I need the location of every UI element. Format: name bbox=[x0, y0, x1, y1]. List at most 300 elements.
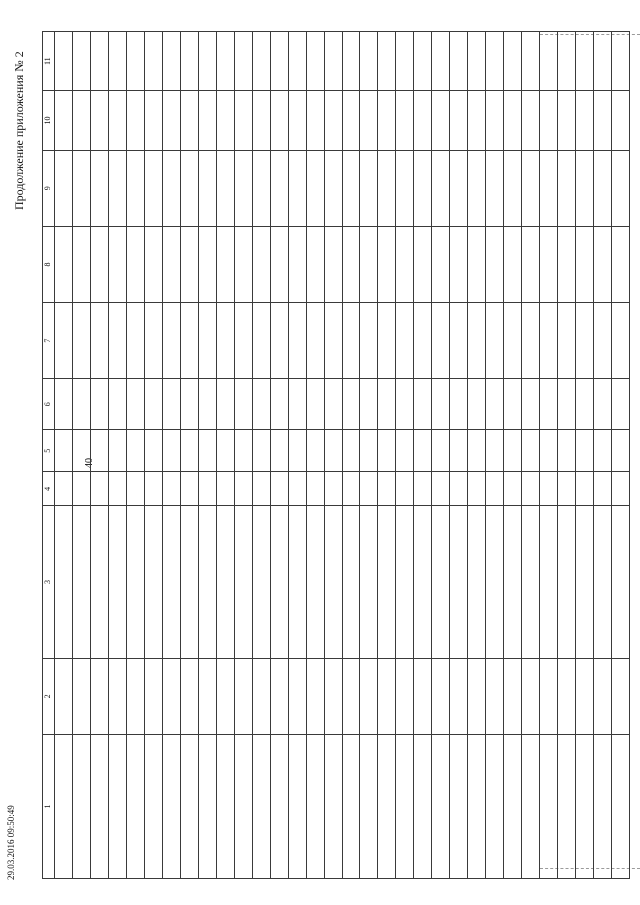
table-cell bbox=[108, 303, 126, 379]
table-cell bbox=[468, 91, 486, 150]
table-cell bbox=[594, 472, 612, 506]
table-row bbox=[270, 32, 288, 879]
table-cell bbox=[396, 150, 414, 226]
table-cell bbox=[72, 735, 90, 879]
table-cell bbox=[612, 379, 630, 430]
table-cell bbox=[126, 735, 144, 879]
table-cell bbox=[414, 303, 432, 379]
table-cell bbox=[486, 32, 504, 91]
column-number: 5 bbox=[43, 430, 55, 472]
table-cell bbox=[432, 472, 450, 506]
table-cell bbox=[504, 472, 522, 506]
table-cell bbox=[126, 303, 144, 379]
table-cell bbox=[576, 472, 594, 506]
table-cell bbox=[216, 150, 234, 226]
table-cell bbox=[468, 226, 486, 302]
column-number: 3 bbox=[43, 506, 55, 658]
table-cell bbox=[378, 226, 396, 302]
table-cell bbox=[450, 150, 468, 226]
table-cell bbox=[252, 379, 270, 430]
table-cell bbox=[360, 32, 378, 91]
table-cell bbox=[540, 303, 558, 379]
table-cell bbox=[72, 506, 90, 658]
table-cell bbox=[108, 506, 126, 658]
table-cell bbox=[450, 430, 468, 472]
table-cell bbox=[594, 379, 612, 430]
table-cell bbox=[90, 472, 108, 506]
table-cell bbox=[504, 430, 522, 472]
table-cell bbox=[162, 226, 180, 302]
table-cell bbox=[126, 32, 144, 91]
table-row bbox=[55, 32, 73, 879]
table-row bbox=[594, 32, 612, 879]
table-cell bbox=[522, 735, 540, 879]
table-cell bbox=[90, 735, 108, 879]
table-cell bbox=[306, 506, 324, 658]
table-cell bbox=[396, 472, 414, 506]
table-cell bbox=[90, 226, 108, 302]
table-cell bbox=[126, 658, 144, 734]
table-cell bbox=[504, 32, 522, 91]
table-cell bbox=[432, 506, 450, 658]
table-cell bbox=[126, 150, 144, 226]
table-cell bbox=[432, 303, 450, 379]
table-cell bbox=[144, 150, 162, 226]
table-cell bbox=[270, 658, 288, 734]
table-row bbox=[558, 32, 576, 879]
table-cell bbox=[234, 658, 252, 734]
table-cell bbox=[540, 735, 558, 879]
table-cell bbox=[360, 91, 378, 150]
table-cell bbox=[55, 150, 73, 226]
table-cell bbox=[270, 32, 288, 91]
table-cell bbox=[252, 226, 270, 302]
table-cell bbox=[324, 150, 342, 226]
table-cell bbox=[324, 506, 342, 658]
table-cell bbox=[144, 735, 162, 879]
table-cell bbox=[558, 506, 576, 658]
table-cell bbox=[432, 32, 450, 91]
table-cell bbox=[360, 506, 378, 658]
table-row bbox=[216, 32, 234, 879]
table-cell bbox=[558, 303, 576, 379]
table-cell bbox=[522, 91, 540, 150]
table-cell bbox=[90, 303, 108, 379]
table-cell bbox=[522, 430, 540, 472]
table-cell bbox=[162, 379, 180, 430]
table-cell bbox=[540, 150, 558, 226]
table-cell bbox=[486, 430, 504, 472]
table-cell bbox=[450, 735, 468, 879]
table-cell bbox=[342, 430, 360, 472]
table-cell bbox=[540, 91, 558, 150]
table-cell bbox=[378, 303, 396, 379]
table-row bbox=[378, 32, 396, 879]
table-cell bbox=[90, 658, 108, 734]
table-cell bbox=[144, 303, 162, 379]
table-cell bbox=[378, 430, 396, 472]
table-cell bbox=[396, 658, 414, 734]
table-row bbox=[126, 32, 144, 879]
table-cell bbox=[144, 91, 162, 150]
table-cell bbox=[342, 150, 360, 226]
table-cell bbox=[594, 506, 612, 658]
table-row bbox=[450, 32, 468, 879]
table-cell bbox=[558, 32, 576, 91]
table-cell bbox=[576, 506, 594, 658]
table-cell bbox=[162, 91, 180, 150]
table-cell bbox=[378, 91, 396, 150]
table-cell bbox=[198, 303, 216, 379]
column-number: 8 bbox=[43, 226, 55, 302]
table-cell bbox=[342, 91, 360, 150]
table-cell bbox=[234, 430, 252, 472]
table-cell bbox=[144, 32, 162, 91]
table-cell bbox=[486, 379, 504, 430]
table-cell bbox=[144, 506, 162, 658]
table-cell bbox=[576, 658, 594, 734]
table-cell bbox=[504, 735, 522, 879]
table-cell bbox=[468, 472, 486, 506]
table-cell bbox=[216, 379, 234, 430]
table-cell bbox=[594, 735, 612, 879]
table-row bbox=[72, 32, 90, 879]
table-cell bbox=[450, 226, 468, 302]
table-cell bbox=[126, 226, 144, 302]
table-cell bbox=[216, 91, 234, 150]
table-cell bbox=[198, 32, 216, 91]
table-cell bbox=[324, 303, 342, 379]
table-cell bbox=[378, 506, 396, 658]
table-cell bbox=[450, 506, 468, 658]
table-cell bbox=[360, 303, 378, 379]
table-cell bbox=[180, 32, 198, 91]
column-number: 9 bbox=[43, 150, 55, 226]
table-cell bbox=[288, 658, 306, 734]
table-cell bbox=[234, 735, 252, 879]
table-cell bbox=[486, 658, 504, 734]
table-cell bbox=[432, 379, 450, 430]
table-cell bbox=[432, 91, 450, 150]
table-cell bbox=[270, 150, 288, 226]
table-cell bbox=[594, 430, 612, 472]
table-row bbox=[522, 32, 540, 879]
appendix-heading: Продолжение приложения № 2 bbox=[12, 51, 26, 210]
table-cell bbox=[288, 32, 306, 91]
table-cell bbox=[594, 91, 612, 150]
table-cell bbox=[72, 150, 90, 226]
table-cell bbox=[378, 150, 396, 226]
table-cell bbox=[360, 472, 378, 506]
table-row bbox=[108, 32, 126, 879]
table-cell bbox=[108, 735, 126, 879]
table-cell bbox=[612, 735, 630, 879]
table-cell bbox=[342, 32, 360, 91]
table-cell bbox=[324, 658, 342, 734]
table-cell bbox=[234, 226, 252, 302]
table-cell bbox=[72, 303, 90, 379]
table-row bbox=[180, 32, 198, 879]
table-cell bbox=[342, 226, 360, 302]
table-cell bbox=[468, 735, 486, 879]
table-cell bbox=[468, 430, 486, 472]
table-cell bbox=[198, 735, 216, 879]
table-cell bbox=[324, 32, 342, 91]
table-row bbox=[504, 32, 522, 879]
table-cell bbox=[504, 226, 522, 302]
table-cell bbox=[558, 150, 576, 226]
table-cell bbox=[504, 91, 522, 150]
table-cell bbox=[612, 658, 630, 734]
table-cell bbox=[558, 379, 576, 430]
table-cell bbox=[576, 735, 594, 879]
table-row bbox=[234, 32, 252, 879]
table-row bbox=[252, 32, 270, 879]
table-cell bbox=[198, 91, 216, 150]
table-cell bbox=[234, 472, 252, 506]
table-cell bbox=[288, 379, 306, 430]
column-number: 2 bbox=[43, 658, 55, 734]
table-cell bbox=[162, 430, 180, 472]
table-cell bbox=[55, 658, 73, 734]
table-cell bbox=[144, 226, 162, 302]
table-cell bbox=[288, 506, 306, 658]
table-cell bbox=[612, 91, 630, 150]
table-cell bbox=[306, 430, 324, 472]
table-cell bbox=[216, 303, 234, 379]
table-cell bbox=[288, 91, 306, 150]
table-cell bbox=[432, 226, 450, 302]
table-cell bbox=[540, 430, 558, 472]
table-cell bbox=[144, 658, 162, 734]
table-row bbox=[396, 32, 414, 879]
table-cell bbox=[270, 430, 288, 472]
table-cell bbox=[90, 32, 108, 91]
table-cell bbox=[450, 303, 468, 379]
table-row bbox=[612, 32, 630, 879]
table-cell bbox=[108, 658, 126, 734]
table-cell bbox=[252, 91, 270, 150]
table-cell bbox=[108, 430, 126, 472]
table-cell bbox=[234, 91, 252, 150]
table-cell bbox=[306, 91, 324, 150]
table-cell bbox=[198, 506, 216, 658]
table-cell bbox=[252, 303, 270, 379]
table-cell bbox=[360, 735, 378, 879]
table-cell bbox=[450, 91, 468, 150]
table-cell bbox=[180, 506, 198, 658]
table-cell bbox=[540, 506, 558, 658]
table-cell bbox=[234, 303, 252, 379]
table-cell bbox=[162, 150, 180, 226]
table-cell bbox=[324, 91, 342, 150]
table-cell bbox=[162, 658, 180, 734]
table-cell bbox=[414, 472, 432, 506]
table-cell bbox=[108, 32, 126, 91]
table-cell bbox=[486, 506, 504, 658]
table-cell bbox=[108, 91, 126, 150]
table-cell bbox=[396, 506, 414, 658]
table-cell bbox=[414, 226, 432, 302]
table-cell bbox=[72, 226, 90, 302]
table-cell bbox=[126, 379, 144, 430]
table-cell bbox=[288, 226, 306, 302]
table-cell bbox=[108, 226, 126, 302]
table-row bbox=[90, 32, 108, 879]
table-cell bbox=[378, 735, 396, 879]
table-cell bbox=[450, 32, 468, 91]
table-cell bbox=[144, 472, 162, 506]
table-cell bbox=[324, 735, 342, 879]
table-cell bbox=[342, 303, 360, 379]
table-row bbox=[162, 32, 180, 879]
table-cell bbox=[378, 472, 396, 506]
data-table bbox=[42, 31, 630, 879]
table-cell bbox=[55, 91, 73, 150]
table-cell bbox=[198, 379, 216, 430]
table-row bbox=[486, 32, 504, 879]
table-cell bbox=[414, 658, 432, 734]
table-cell bbox=[396, 91, 414, 150]
table-cell bbox=[558, 91, 576, 150]
table-cell bbox=[72, 658, 90, 734]
table-cell bbox=[55, 735, 73, 879]
table-cell bbox=[504, 658, 522, 734]
table-cell bbox=[468, 32, 486, 91]
table-cell bbox=[252, 735, 270, 879]
table-cell bbox=[558, 658, 576, 734]
table-cell bbox=[612, 506, 630, 658]
table-cell bbox=[558, 735, 576, 879]
table-cell bbox=[342, 472, 360, 506]
table-cell bbox=[288, 303, 306, 379]
table-cell bbox=[270, 472, 288, 506]
table-cell bbox=[126, 506, 144, 658]
table-cell bbox=[576, 32, 594, 91]
table-cell bbox=[360, 226, 378, 302]
table-cell bbox=[486, 91, 504, 150]
column-number: 6 bbox=[43, 379, 55, 430]
table-cell bbox=[360, 150, 378, 226]
table-cell bbox=[324, 379, 342, 430]
table-cell bbox=[594, 150, 612, 226]
table-cell bbox=[594, 32, 612, 91]
table-cell bbox=[306, 32, 324, 91]
table-cell bbox=[90, 379, 108, 430]
table-cell bbox=[162, 735, 180, 879]
table-cell bbox=[198, 658, 216, 734]
table-cell bbox=[540, 472, 558, 506]
table-cell bbox=[414, 735, 432, 879]
table-cell bbox=[522, 150, 540, 226]
table-row bbox=[468, 32, 486, 879]
table-cell bbox=[306, 303, 324, 379]
table-cell bbox=[90, 430, 108, 472]
table-cell bbox=[576, 150, 594, 226]
table-cell bbox=[55, 226, 73, 302]
table-cell bbox=[90, 91, 108, 150]
table-cell bbox=[216, 506, 234, 658]
page-number: 40 bbox=[84, 458, 95, 468]
table-cell bbox=[504, 150, 522, 226]
table-cell bbox=[522, 226, 540, 302]
table-cell bbox=[378, 32, 396, 91]
table-cell bbox=[450, 658, 468, 734]
table-cell bbox=[270, 303, 288, 379]
table-cell bbox=[252, 472, 270, 506]
column-number: 11 bbox=[43, 32, 55, 91]
table-cell bbox=[216, 430, 234, 472]
table-cell bbox=[162, 32, 180, 91]
table-cell bbox=[180, 430, 198, 472]
table-cell bbox=[594, 303, 612, 379]
table-cell bbox=[432, 430, 450, 472]
table-cell bbox=[306, 226, 324, 302]
table-cell bbox=[180, 303, 198, 379]
column-number: 1 bbox=[43, 735, 55, 879]
table-row bbox=[360, 32, 378, 879]
table-cell bbox=[576, 91, 594, 150]
table-cell bbox=[486, 303, 504, 379]
table-cell bbox=[252, 32, 270, 91]
table-cell bbox=[306, 658, 324, 734]
table-cell bbox=[126, 472, 144, 506]
table-cell bbox=[468, 506, 486, 658]
table-cell bbox=[234, 506, 252, 658]
table-cell bbox=[540, 226, 558, 302]
table-cell bbox=[72, 379, 90, 430]
table-cell bbox=[252, 430, 270, 472]
table-cell bbox=[558, 226, 576, 302]
table-cell bbox=[180, 472, 198, 506]
table-cell bbox=[522, 658, 540, 734]
table-cell bbox=[522, 472, 540, 506]
table-cell bbox=[216, 472, 234, 506]
table-cell bbox=[72, 472, 90, 506]
table-cell bbox=[612, 32, 630, 91]
table-cell bbox=[270, 735, 288, 879]
table-cell bbox=[270, 91, 288, 150]
table-cell bbox=[522, 32, 540, 91]
table-cell bbox=[468, 379, 486, 430]
table-row bbox=[414, 32, 432, 879]
column-number: 7 bbox=[43, 303, 55, 379]
table-cell bbox=[72, 32, 90, 91]
table-cell bbox=[55, 472, 73, 506]
table-cell bbox=[468, 150, 486, 226]
table-cell bbox=[180, 91, 198, 150]
table-cell bbox=[612, 150, 630, 226]
table-row bbox=[144, 32, 162, 879]
table-cell bbox=[504, 506, 522, 658]
table-cell bbox=[414, 32, 432, 91]
table-row bbox=[576, 32, 594, 879]
table-cell bbox=[55, 430, 73, 472]
table-cell bbox=[612, 472, 630, 506]
table-cell bbox=[306, 735, 324, 879]
table-cell bbox=[360, 430, 378, 472]
table-cell bbox=[270, 226, 288, 302]
table-cell bbox=[576, 303, 594, 379]
table-cell bbox=[414, 379, 432, 430]
table-cell bbox=[342, 735, 360, 879]
table-cell bbox=[288, 735, 306, 879]
table-cell bbox=[162, 506, 180, 658]
table-cell bbox=[55, 303, 73, 379]
table-cell bbox=[576, 226, 594, 302]
table-cell bbox=[558, 472, 576, 506]
table-cell bbox=[180, 379, 198, 430]
